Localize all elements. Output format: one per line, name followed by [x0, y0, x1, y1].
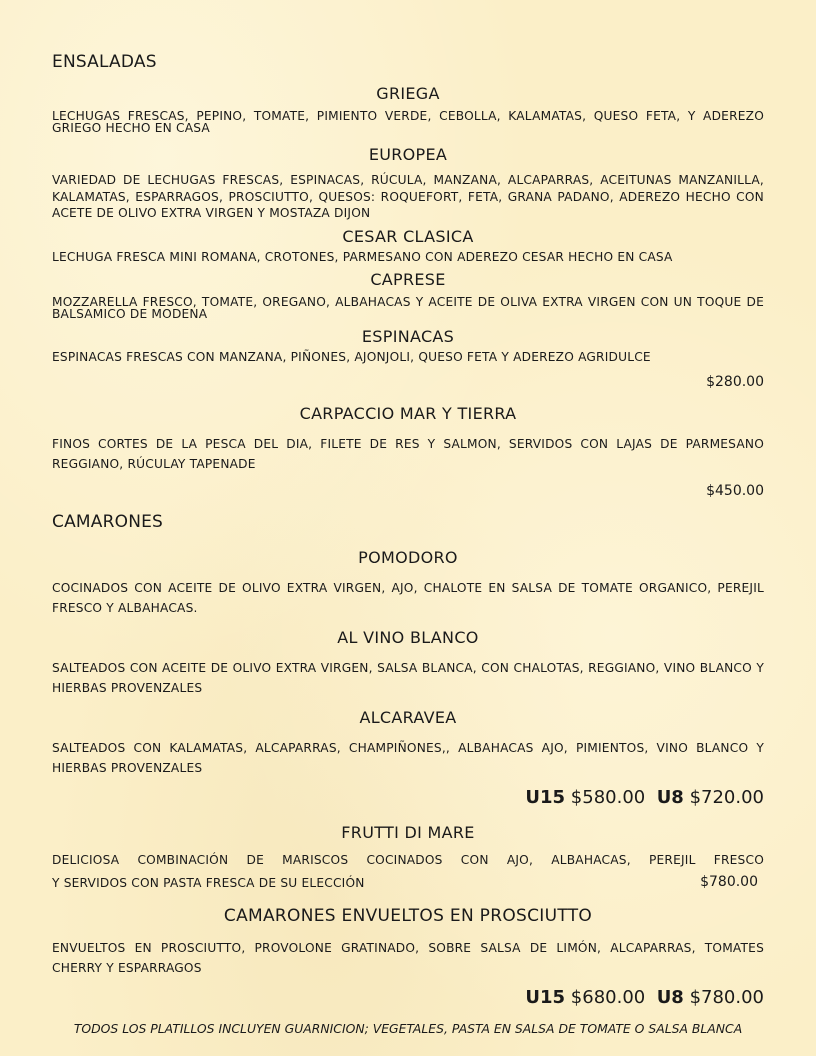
item-desc-pomodoro: COCINADOS CON ACEITE DE OLIVO EXTRA VIRGEN, AJO, CHALOTE EN SALSA DE TOMATE ORGANICO, PEREJIL FRESCO Y ALBAHACAS. [52, 581, 764, 615]
price-ensaladas: $280.00 [706, 374, 764, 390]
item-title-cesar: CESAR CLASICA [342, 227, 474, 246]
item-title-pomodoro: POMODORO [358, 548, 458, 567]
size-label-u15: U15 [525, 987, 566, 1008]
item-desc-vino-blanco: SALTEADOS CON ACEITE DE OLIVO EXTRA VIRGEN, SALSA BLANCA, CON CHALOTAS, REGGIANO, VINO BLANCO Y HIERBAS PROVENZALES [52, 661, 764, 695]
size-label-u8: U8 [656, 987, 684, 1008]
section-heading-camarones: CAMARONES [52, 512, 164, 532]
item-desc-carpaccio: FINOS CORTES DE LA PESCA DEL DIA, FILETE DE RES Y SALMON, SERVIDOS CON LAJAS DE PARMESANO REGGIANO, RÚCULAY TAPENADE [52, 437, 764, 471]
item-desc-envueltos: ENVUELTOS EN PROSCIUTTO, PROVOLONE GRATINADO, SOBRE SALSA DE LIMÓN, ALCAPARRAS, TOMATES CHERRY Y ESPARRAGOS [52, 941, 764, 975]
item-desc-espinacas: ESPINACAS FRESCAS CON MANZANA, PIÑONES, AJONJOLI, QUESO FETA Y ADEREZO AGRIDULCE [52, 350, 651, 364]
item-title-vino-blanco: AL VINO BLANCO [337, 628, 479, 647]
price-camarones [52, 787, 764, 808]
price-frutti: $780.00 [700, 874, 758, 890]
item-desc-griega: LECHUGAS FRESCAS, PEPINO, TOMATE, PIMIENTO VERDE, CEBOLLA, KALAMATAS, QUESO FETA, Y ADEREZO GRIEGO HECHO EN CASA [52, 109, 764, 135]
item-title-europea: EUROPEA [368, 145, 448, 164]
menu-page [52, 0, 764, 1056]
item-desc-caprese: MOZZARELLA FRESCO, TOMATE, OREGANO, ALBAHACAS Y ACEITE DE OLIVA EXTRA VIRGEN CON UN TOQUE DE BALSAMICO DE MODENA [52, 295, 764, 321]
item-title-espinacas: ESPINACAS [361, 327, 455, 346]
price-envueltos [52, 987, 764, 1008]
price-u15: $680.00 [570, 987, 646, 1008]
size-label-u8: U8 [656, 787, 684, 808]
item-desc-cesar: LECHUGA FRESCA MINI ROMANA, CROTONES, PARMESANO CON ADEREZO CESAR HECHO EN CASA [52, 250, 673, 264]
price-carpaccio: $450.00 [706, 483, 764, 499]
item-desc-europea: VARIEDAD DE LECHUGAS FRESCAS, ESPINACAS, RÚCULA, MANZANA, ALCAPARRAS, ACEITUNAS MANZANILLA, KALAMATAS, ESPARRAGOS, PROSCIUTTO, QUESOS: ROQUEFORT, FETA, GRANA PADANO, ADEREZO HECHO CON ACETE DE OLIVO EXTRA VIRGEN Y MOSTAZA DIJON [52, 173, 764, 220]
price-u8: $780.00 [689, 987, 764, 1008]
item-title-caprese: CAPRESE [370, 270, 446, 289]
item-desc-alcaravea: SALTEADOS CON KALAMATAS, ALCAPARRAS, CHAMPIÑONES,, ALBAHACAS AJO, PIMIENTOS, VINO BLANCO Y HIERBAS PROVENZALES [52, 741, 764, 775]
item-desc-frutti-line1: DELICIOSA COMBINACIÓN DE MARISCOS COCINADOS CON AJO, ALBAHACAS, PEREJIL FRESCO [52, 853, 764, 867]
item-desc-frutti-line2: Y SERVIDOS CON PASTA FRESCA DE SU ELECCIÓN [52, 876, 365, 890]
item-title-frutti: FRUTTI DI MARE [341, 823, 475, 842]
price-u8: $720.00 [689, 787, 764, 808]
item-title-alcaravea: ALCARAVEA [359, 708, 457, 727]
item-title-envueltos: CAMARONES ENVUELTOS EN PROSCIUTTO [223, 906, 593, 926]
item-title-carpaccio: CARPACCIO MAR Y TIERRA [299, 404, 517, 423]
footer-note: TODOS LOS PLATILLOS INCLUYEN GUARNICION; VEGETALES, PASTA EN SALSA DE TOMATE O SALSA BLANCA [73, 1021, 743, 1036]
price-u15: $580.00 [570, 787, 646, 808]
section-heading-ensaladas: ENSALADAS [52, 52, 157, 72]
item-title-griega: GRIEGA [376, 84, 440, 103]
size-label-u15: U15 [525, 787, 566, 808]
